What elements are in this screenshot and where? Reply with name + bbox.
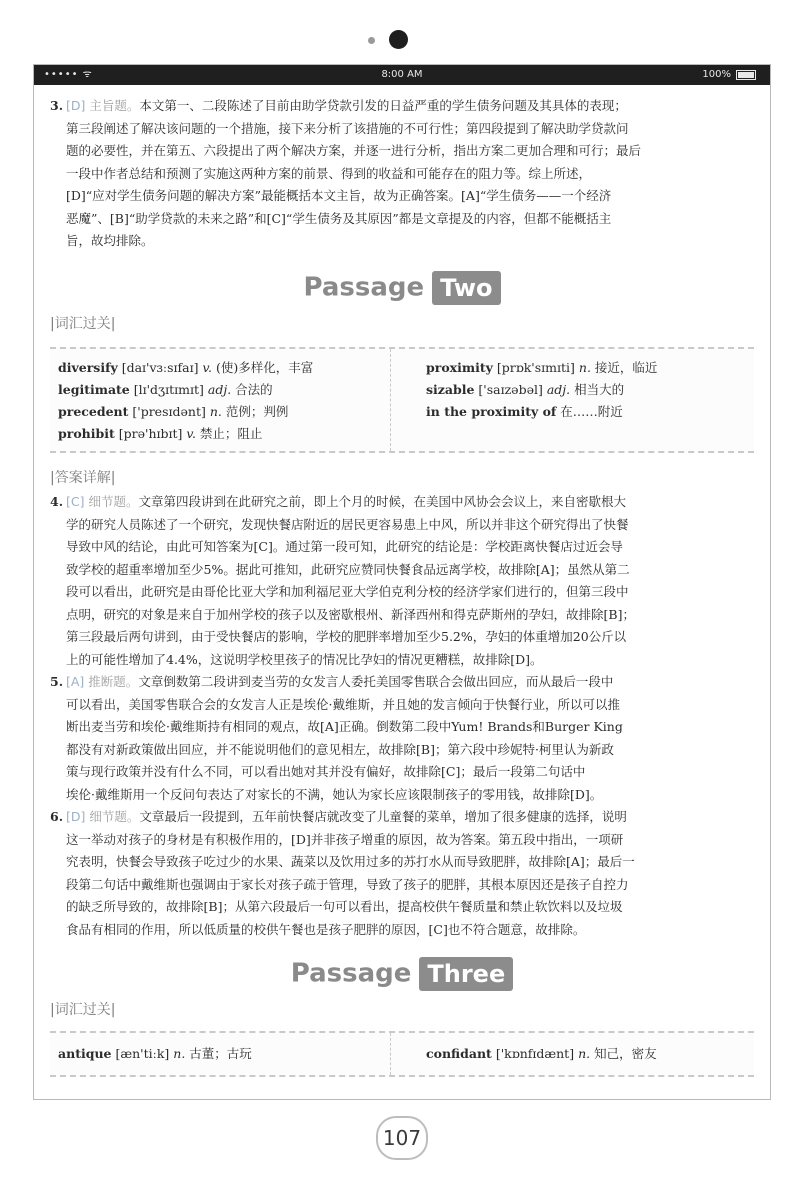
battery-status — [702, 65, 756, 85]
item-number: 3. — [50, 98, 64, 113]
explanation-line: 段可以看出，此研究是由哥伦比亚大学和加利福尼亚大学伯克利分校的经济学家们进行的，但第三段中 — [66, 584, 629, 599]
question-type: 推断题。 — [88, 674, 139, 689]
page-dot-active[interactable] — [389, 30, 408, 49]
explanation-line: 本文第一、二段陈述了目前由助学贷款引发的日益严重的学生债务问题及其具体的表现； — [139, 98, 627, 113]
explanation-line: 文章第四段讲到在此研究之前，即上个月的时候，在美国中风协会会议上，来自密歇根大 — [138, 494, 626, 509]
explanation-line: 段第二句话中戴维斯也强调由于家长对孩子疏于管理，导致了孩子的肥胖，其根本原因还是孩子自控力 — [66, 876, 629, 892]
vocab-entry: in the proximity of 在……附近 — [426, 404, 623, 419]
vocab-label: |词汇过关| — [50, 1002, 116, 1018]
vocab-entry: proximity [prɒk'sɪmɪti] n. 接近，临近 — [426, 360, 658, 375]
explanation-line: 题的必要性，并在第五、六段提出了两个解决方案，并逐一进行分析，指出方案二更加合理和可行；最后 — [66, 143, 642, 158]
vocab-column-right — [426, 357, 657, 423]
vocab-column-left — [58, 1043, 252, 1065]
vocab-entry: antique [æn'tiːk] n. 古董；古玩 — [58, 1046, 252, 1061]
status-time: 8:00 AM — [381, 69, 423, 80]
vocab-entry: prohibit [prə'hɪbɪt] v. 禁止；阻止 — [58, 426, 263, 441]
vocab-column-left — [58, 357, 313, 445]
explanation-line: 上的可能性增加了4.4%，这说明学校里孩子的情况比孕妇的情况更糟糕，故排除[D]。 — [66, 651, 543, 667]
passage-badge: Three — [419, 957, 513, 991]
explanation-line: 第三段阐述了解决该问题的一个措施，接下来分析了该措施的不可行性；第四段提到了解决助学贷款问 — [66, 120, 629, 136]
page-number: 107 — [376, 1116, 428, 1160]
explanation-line: 的缺乏所导致的，故排除[B]；从第六段最后一句可以看出，提高校供午餐质量和禁止软饮料以及垃圾 — [66, 899, 623, 914]
vocab-divider — [390, 349, 391, 451]
passage-word: Passage — [290, 958, 412, 989]
answer-item-3 — [50, 95, 754, 253]
battery-icon — [736, 70, 756, 80]
explanation-line: 这一举动对孩子的身材是有积极作用的，[D]并非孩子增重的原因，故为答案。第五段中指出，一项研 — [66, 831, 624, 847]
vocab-column-right — [426, 1043, 657, 1065]
answer-key: [C] — [66, 494, 85, 509]
explanation-line: 都没有对新政策做出回应，并不能说明他们的意见相左，故排除[B]；第六段中珍妮特·柯里认为新政 — [66, 741, 614, 757]
battery-percent: 100% — [702, 69, 731, 80]
explanation-line: 究表明，快餐会导致孩子吃过少的水果、蔬菜以及饮用过多的苏打水从而导致肥胖，故排除[A]；最后一 — [66, 854, 635, 869]
explanation-line: 断出麦当劳和埃伦·戴维斯持有相同的观点，故[A]正确。倒数第二段中Yum! Brands和Burger King — [66, 719, 623, 734]
passage-badge: Two — [432, 271, 500, 305]
explanation-line: 策与现行政策并没有什么不同，可以看出她对其并没有偏好，故排除[C]；最后一段第二句话中 — [66, 764, 586, 779]
page-content — [50, 95, 754, 1077]
page-indicator — [0, 28, 800, 52]
explanation-line: 恶魔”、[B]“助学贷款的未来之路”和[C]“学生债务及其原因”都是文章提及的内容，但都不能概括主 — [66, 210, 612, 226]
signal-icon: ••••• ᯤ — [44, 69, 93, 80]
vocab-entry: confidant ['kɒnfɪdænt] n. 知己，密友 — [426, 1046, 657, 1061]
explanation-line: 文章倒数第二段讲到麦当劳的女发言人委托美国零售联合会做出回应，而从最后一段中 — [138, 674, 614, 689]
item-number: 4. — [50, 494, 64, 509]
answer-item-6 — [50, 806, 754, 941]
explanation-line: 埃伦·戴维斯用一个反问句表达了对家长的不满，她认为家长应该限制孩子的零用钱，故排除[D]。 — [66, 786, 603, 802]
vocab-box — [50, 1031, 754, 1077]
question-type: 细节题。 — [88, 494, 139, 509]
vocab-label: |词汇过关| — [50, 316, 116, 332]
vocab-divider — [390, 1033, 391, 1075]
vocab-entry: sizable ['saɪzəbəl] adj. 相当大的 — [426, 382, 625, 397]
explanation-line: 点明，研究的对象是来自于加州学校的孩子以及密歇根州、新泽西州和得克萨斯州的孕妇，故排除[B]； — [66, 606, 635, 622]
explanation-line: [D]“应对学生债务问题的解决方案”最能概括本文主旨，故为正确答案。[A]“学生债务——一个经济 — [66, 188, 612, 203]
answer-item-5 — [50, 671, 754, 806]
answer-key: [A] — [66, 674, 85, 689]
explanation-line: 食品有相同的作用，所以低质量的校供午餐也是孩子肥胖的原因，[C]也不符合题意，故排除。 — [66, 921, 586, 937]
item-number: 6. — [50, 809, 64, 824]
vocab-entry: diversify [daɪ'vɜːsɪfaɪ] v. (使)多样化，丰富 — [58, 360, 314, 375]
answer-key: [D] — [66, 809, 86, 824]
passage-two-heading — [50, 265, 754, 309]
vocab-box — [50, 347, 754, 453]
page-dot-inactive[interactable] — [368, 37, 375, 44]
explanation-line: 可以看出，美国零售联合会的女发言人正是埃伦·戴维斯，并且她的发言倾向于快餐行业，所以可以推 — [66, 696, 620, 712]
passage-word: Passage — [303, 272, 425, 303]
explanation-line: 文章最后一段提到，五年前快餐店就改变了儿童餐的菜单，增加了很多健康的选择，说明 — [139, 809, 627, 824]
vocab-entry: legitimate [lɪ'dʒɪtɪmɪt] adj. 合法的 — [58, 382, 273, 397]
answer-key: [D] — [66, 98, 86, 113]
explanation-line: 学的研究人员陈述了一个研究，发现快餐店附近的居民更容易患上中风，所以并非这个研究得出了快餐 — [66, 516, 629, 532]
tablet-screen — [33, 64, 771, 1100]
passage-three-heading — [50, 951, 754, 995]
vocab-entry: precedent ['presɪdənt] n. 范例；判例 — [58, 404, 289, 419]
explanation-line: 旨，故均排除。 — [66, 233, 154, 248]
question-type: 主旨题。 — [89, 98, 140, 113]
answer-item-4 — [50, 491, 754, 671]
explanation-line: 导致中风的结论，由此可知答案为[C]。通过第一段可知，此研究的结论是：学校距离快餐店过近会导 — [66, 539, 623, 554]
status-bar — [34, 65, 770, 85]
explanation-line: 第三段最后两句讲到，由于受快餐店的影响，学校的肥胖率增加至少5.2%，孕妇的体重增加20公斤以 — [66, 629, 627, 644]
item-number: 5. — [50, 674, 64, 689]
explanation-line: 致学校的超重率增加至少5%。据此可推知，此研究应赞同快餐食品远离学校，故排除[A]；虽然从第二 — [66, 561, 630, 577]
explanation-line: 一段中作者总结和预测了实施这两种方案的前景、得到的收益和可能存在的阻力等。综上所述， — [66, 165, 592, 181]
answers-label: |答案详解| — [50, 470, 116, 486]
question-type: 细节题。 — [89, 809, 140, 824]
